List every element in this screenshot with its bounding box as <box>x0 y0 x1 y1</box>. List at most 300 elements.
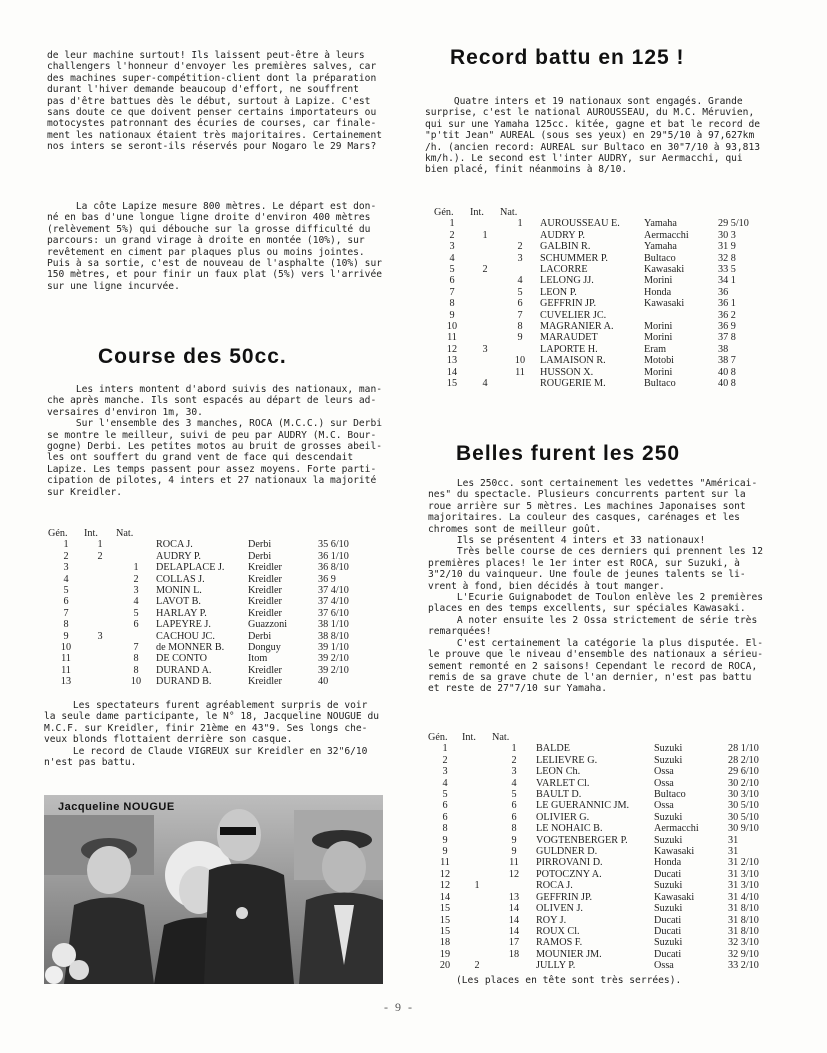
photo-caption: Jacqueline NOUGUE <box>58 801 175 813</box>
table-row <box>48 574 378 585</box>
cell-machine: Suzuki <box>654 743 683 755</box>
cell-int <box>84 574 116 585</box>
cell-time: 32 3/10 <box>728 937 759 949</box>
cell-time: 31 <box>728 846 739 858</box>
cell-rider: BAULT D. <box>536 789 582 801</box>
cell-time: 39 1/10 <box>318 642 349 654</box>
cell-time: 40 8 <box>718 366 736 378</box>
col-int-header: Int. <box>470 207 484 218</box>
cell-nat: 14 <box>508 914 520 926</box>
cell-machine: Bultaco <box>654 789 686 801</box>
cell-int <box>470 218 500 229</box>
cell-nat <box>116 551 156 562</box>
cell-rider: LE NOHAIC B. <box>536 823 603 835</box>
cell-time: 39 2/10 <box>318 664 349 676</box>
crowd-photo-image <box>44 795 383 984</box>
cell-machine: Morini <box>644 332 673 344</box>
cell-nat: 10 <box>514 355 526 367</box>
table-row <box>434 378 778 389</box>
cell-nat <box>500 344 540 355</box>
cell-machine: Kreidler <box>248 664 282 676</box>
cell-int <box>470 355 500 366</box>
cell-machine: Itom <box>248 653 268 665</box>
table-row <box>428 937 788 948</box>
col-nat-header: Nat. <box>500 207 518 218</box>
cell-time: 36 8/10 <box>318 562 349 574</box>
table-row <box>428 960 788 971</box>
cell-int <box>84 619 116 630</box>
table-header-row <box>428 732 788 743</box>
cell-gen: 3 <box>63 562 69 574</box>
table-row <box>428 823 788 834</box>
cell-time: 31 8/10 <box>728 925 759 937</box>
table-row <box>48 562 378 573</box>
cell-nat <box>500 378 540 389</box>
table-row <box>428 812 788 823</box>
cell-gen: 9 <box>442 834 448 846</box>
table-header-row <box>48 528 378 539</box>
cell-nat: 2 <box>133 573 139 585</box>
cell-rider: HARLAY P. <box>156 607 207 619</box>
cell-nat: 3 <box>517 252 523 264</box>
cell-nat: 5 <box>517 286 523 298</box>
cell-time: 33 2/10 <box>728 960 759 972</box>
cell-gen: 4 <box>442 777 448 789</box>
cell-int <box>462 869 492 880</box>
cell-rider: LEON P. <box>540 286 577 298</box>
cell-time: 39 2/10 <box>318 653 349 665</box>
cell-nat: 6 <box>133 619 139 631</box>
cell-rider: MOUNIER JM. <box>536 948 602 960</box>
cell-machine: Aermacchi <box>654 823 699 835</box>
col-gen-header: Gén. <box>428 732 448 743</box>
cell-nat: 1 <box>517 218 523 230</box>
cell-gen: 11 <box>447 332 457 344</box>
table-row <box>428 835 788 846</box>
cell-time: 38 8/10 <box>318 630 349 642</box>
cell-gen: 5 <box>442 789 448 801</box>
page-number: - 9 - <box>384 1000 414 1014</box>
cell-int <box>84 608 116 619</box>
cell-int <box>470 275 500 286</box>
cell-machine: Suzuki <box>654 834 683 846</box>
cell-rider: GEFFRIN JP. <box>540 298 597 310</box>
table-row <box>434 344 778 355</box>
table-row <box>48 539 378 550</box>
cell-gen: 15 <box>439 914 451 926</box>
cell-int: 1 <box>97 539 103 551</box>
cell-gen: 8 <box>449 298 455 310</box>
course-50cc-paragraph: Les inters montent d'abord suivis des nationaux, man- che après manche. Ils sont espacés au départ de leurs ad- versaires d'environ 1m, 30. Sur l'ensemble des 3 manches, ROCA (M.C.C.) sur Derbi se montre le meilleur, suivi de peu par AUDRY (M.C. Bour- gogne) Derbi. Les petites motos au bruit de grosses abeil- les ont souffert du grand vent de face qui descendait Lapize. Les temps passent pour assez moyens. Forte parti- cipation de pilotes, 4 inters et 27 nationaux la majorité sur Kreidler. <box>47 384 383 498</box>
cell-nat: 9 <box>517 332 523 344</box>
cell-nat: 9 <box>511 834 517 846</box>
table-row <box>428 778 788 789</box>
table-row <box>48 619 378 630</box>
cell-int: 4 <box>482 378 488 390</box>
cell-int <box>84 596 116 607</box>
cell-time: 40 8 <box>718 378 736 390</box>
cell-rider: OLIVEN J. <box>536 903 583 915</box>
cell-gen: 19 <box>439 948 451 960</box>
cell-gen: 7 <box>449 286 455 298</box>
cell-int: 3 <box>482 343 488 355</box>
cell-gen: 11 <box>440 857 450 869</box>
cell-machine: Ducati <box>654 914 682 926</box>
cell-machine: Ossa <box>654 766 674 778</box>
results-table-50cc <box>48 528 378 688</box>
cell-nat: 9 <box>511 846 517 858</box>
cell-rider: AUDRY P. <box>540 229 585 241</box>
cell-rider: LAVOT B. <box>156 596 201 608</box>
results-table-250cc <box>428 732 788 972</box>
cell-machine: Suzuki <box>654 811 683 823</box>
cell-time: 31 8/10 <box>728 914 759 926</box>
table-row <box>428 869 788 880</box>
cell-rider: CUVELIER JC. <box>540 309 607 321</box>
cell-rider: AUDRY P. <box>156 550 201 562</box>
cell-rider: de MONNER B. <box>156 642 225 654</box>
table-row <box>434 321 778 332</box>
heading-250cc: Belles furent les 250 <box>456 442 681 465</box>
table-row <box>428 880 788 891</box>
cell-time: 33 5 <box>718 264 736 276</box>
cell-gen: 6 <box>63 596 69 608</box>
cell-rider: ROUGERIE M. <box>540 378 606 390</box>
cell-time: 36 1 <box>718 298 736 310</box>
cell-gen: 6 <box>442 800 448 812</box>
cell-machine: Donguy <box>248 642 281 654</box>
cell-rider: ROCA J. <box>156 539 193 551</box>
table-row <box>434 298 778 309</box>
cell-int <box>462 937 492 948</box>
cell-time: 30 2/10 <box>728 777 759 789</box>
cell-rider: MONIN L. <box>156 585 202 597</box>
cell-int <box>462 800 492 811</box>
cell-gen: 7 <box>63 607 69 619</box>
table-header-row <box>434 207 778 218</box>
cell-nat <box>492 880 536 891</box>
cell-nat: 17 <box>508 937 520 949</box>
cell-time: 36 2 <box>718 309 736 321</box>
cell-int <box>462 743 492 754</box>
cell-int <box>462 823 492 834</box>
cell-int <box>470 287 500 298</box>
cell-nat: 14 <box>508 925 520 937</box>
cell-time: 36 <box>718 286 729 298</box>
cell-nat: 7 <box>517 309 523 321</box>
table-row <box>428 743 788 754</box>
cell-nat: 5 <box>133 607 139 619</box>
cell-machine: Honda <box>654 857 682 869</box>
cell-nat: 2 <box>517 241 523 253</box>
table-row <box>434 367 778 378</box>
photo-jacqueline-nougue <box>44 795 383 984</box>
cell-nat: 8 <box>133 664 139 676</box>
cell-time: 38 1/10 <box>318 619 349 631</box>
cell-machine: Ossa <box>654 800 674 812</box>
cell-rider: PIRROVANI D. <box>536 857 603 869</box>
table-row <box>434 355 778 366</box>
cell-rider: CACHOU JC. <box>156 630 215 642</box>
cell-time: 36 9 <box>718 321 736 333</box>
cell-machine: Derbi <box>248 539 272 551</box>
cell-time: 36 9 <box>318 573 336 585</box>
table-row <box>428 915 788 926</box>
cell-machine: Yamaha <box>644 218 677 230</box>
cell-machine: Kawasaki <box>644 264 685 276</box>
cell-nat: 11 <box>509 857 519 869</box>
cell-nat: 6 <box>517 298 523 310</box>
cell-time: 31 8/10 <box>728 903 759 915</box>
cell-time: 34 1 <box>718 275 736 287</box>
cell-gen: 15 <box>446 378 458 390</box>
cell-gen: 3 <box>449 241 455 253</box>
cell-time: 29 5/10 <box>718 218 749 230</box>
cell-int <box>470 241 500 252</box>
cell-machine: Kreidler <box>248 562 282 574</box>
table-row <box>48 642 378 653</box>
col-nat-header: Nat. <box>116 528 134 539</box>
cell-rider: JULLY P. <box>536 960 576 972</box>
cell-gen: 3 <box>442 766 448 778</box>
cell-time: 31 3/10 <box>728 868 759 880</box>
table-row <box>434 218 778 229</box>
cell-machine: Ducati <box>654 925 682 937</box>
cell-gen: 1 <box>449 218 455 230</box>
cell-gen: 18 <box>439 937 451 949</box>
table-row <box>48 665 378 676</box>
cell-nat: 4 <box>517 275 523 287</box>
cell-nat: 1 <box>133 562 139 574</box>
cell-machine: Ossa <box>654 777 674 789</box>
col-nat-header: Nat. <box>492 732 510 743</box>
cell-time: 40 <box>318 676 329 688</box>
cell-time: 31 9 <box>718 241 736 253</box>
cell-nat: 3 <box>511 766 517 778</box>
cell-int <box>462 835 492 846</box>
cell-gen: 12 <box>439 880 451 892</box>
cell-gen: 8 <box>63 619 69 631</box>
intro-paragraph: de leur machine surtout! Ils laissent peut-être à leurs challengers l'honneur d'envoyer les premières salves, car des machines super-compétition-client dont la préparation durant l'hiver demande beaucoup d'effort, ne souffrent pas d'être battues dès le début, surtout à Lapize. C'est sans doute ce que doivent penser certains importateurs ou motocystes patronnant des écuries de courses, car finale- ment les nationaux étaient très majoritaires. Certainement nos inters se seront-ils réservés pour Nogaro le 29 Mars? <box>47 50 383 153</box>
cell-machine: Motobi <box>644 355 675 367</box>
cell-machine: Suzuki <box>654 880 683 892</box>
cell-time: 37 4/10 <box>318 585 349 597</box>
cell-int <box>462 892 492 903</box>
cell-machine <box>644 310 718 321</box>
cell-int <box>470 253 500 264</box>
cell-rider: LEON Ch. <box>536 766 581 778</box>
cell-int <box>462 766 492 777</box>
cell-gen: 4 <box>63 573 69 585</box>
cell-rider: RAMOS F. <box>536 937 583 949</box>
cell-rider: POTOCZNY A. <box>536 868 602 880</box>
cell-int <box>84 585 116 596</box>
spectateurs-paragraph: Les spectateurs furent agréablement surpris de voir la seule dame participante, le N° 18, Jacqueline NOUGUE du M.C.F. sur Kreidler, finir 21ème en 43"9. Ses longs che- veux blonds flottaient derrière son casque. Le record de Claude VIGREUX sur Kreidler en 32"6/10 n'est pas battu. <box>44 700 380 769</box>
cell-int <box>84 676 116 687</box>
cell-rider: MARAUDET <box>540 332 598 344</box>
cell-int <box>462 789 492 800</box>
cell-int <box>470 367 500 378</box>
cell-gen: 1 <box>442 743 448 755</box>
cell-int: 1 <box>482 229 488 241</box>
cell-rider: COLLAS J. <box>156 573 205 585</box>
heading-125cc: Record battu en 125 ! <box>450 46 685 69</box>
cell-nat <box>116 539 156 550</box>
cell-gen: 12 <box>446 343 458 355</box>
cell-rider: LELONG JJ. <box>540 275 594 287</box>
cell-gen: 8 <box>442 823 448 835</box>
cell-nat: 18 <box>508 948 520 960</box>
cell-machine: Kreidler <box>248 573 282 585</box>
cell-int <box>84 642 116 653</box>
cell-nat <box>492 960 536 971</box>
record-125cc-paragraph: Quatre inters et 19 nationaux sont engagés. Grande surprise, c'est le national AUROUSSEAU, du M.C. Méruvien, qui sur une Yamaha 125cc. kitée, gagne et bat le record de "p'tit Jean" AUREAL (sous ses yeux) en 29"5/10 à 97,627km /h. (ancien record: AUREAL sur Bultaco en 30"7/10 à 93,813 km/h.). Le second est l'inter AUDRY, sur Aermacchi, qui bien placé, finit néanmoins à 8/10. <box>425 96 761 176</box>
cell-int <box>462 846 492 857</box>
table-row <box>48 653 378 664</box>
cell-nat: 10 <box>130 676 142 688</box>
cell-int: 2 <box>97 550 103 562</box>
cell-nat: 12 <box>508 868 520 880</box>
cell-machine: Ducati <box>654 868 682 880</box>
cell-gen: 20 <box>439 960 451 972</box>
cell-gen: 1 <box>63 539 69 551</box>
cell-gen: 15 <box>439 903 451 915</box>
cell-rider: SCHUMMER P. <box>540 252 608 264</box>
cell-rider: LAMAISON R. <box>540 355 606 367</box>
cell-time: 32 9/10 <box>728 948 759 960</box>
cell-machine: Suzuki <box>654 937 683 949</box>
cell-gen: 15 <box>439 925 451 937</box>
cell-rider: DURAND B. <box>156 676 212 688</box>
cell-rider: GEFFRIN JP. <box>536 891 593 903</box>
cell-machine: Ducati <box>654 948 682 960</box>
cell-int: 2 <box>474 960 480 972</box>
cell-time: 30 5/10 <box>728 800 759 812</box>
cell-rider: LAPEYRE J. <box>156 619 211 631</box>
table-row <box>434 241 778 252</box>
cell-machine: Kreidler <box>248 596 282 608</box>
cell-nat: 4 <box>133 596 139 608</box>
cell-machine: Morini <box>644 275 673 287</box>
table-row <box>48 676 378 687</box>
cell-machine: Aermacchi <box>644 229 689 241</box>
cell-int: 2 <box>482 264 488 276</box>
cell-gen: 14 <box>446 366 458 378</box>
cell-nat <box>500 264 540 275</box>
cell-int <box>462 915 492 926</box>
cell-int <box>462 778 492 789</box>
cell-int <box>84 653 116 664</box>
cell-gen: 4 <box>449 252 455 264</box>
cell-time: 32 8 <box>718 252 736 264</box>
cell-rider: ROCA J. <box>536 880 573 892</box>
cell-int <box>462 755 492 766</box>
cell-nat: 4 <box>511 777 517 789</box>
cell-gen: 9 <box>63 630 69 642</box>
cell-nat: 2 <box>511 754 517 766</box>
cell-int <box>462 812 492 823</box>
cell-machine: Morini <box>644 366 673 378</box>
cell-gen: 2 <box>442 754 448 766</box>
cell-rider: DURAND A. <box>156 664 212 676</box>
cell-machine: Kreidler <box>248 676 282 688</box>
table-row <box>48 608 378 619</box>
table-row <box>48 585 378 596</box>
cell-rider: LE GUERANNIC JM. <box>536 800 630 812</box>
cell-rider: LAPORTE H. <box>540 343 598 355</box>
cell-machine: Kreidler <box>248 585 282 597</box>
cell-rider: GULDNER D. <box>536 846 598 858</box>
cell-machine: Suzuki <box>654 903 683 915</box>
cell-time: 37 4/10 <box>318 596 349 608</box>
cell-gen: 2 <box>449 229 455 241</box>
table-row <box>434 253 778 264</box>
cote-lapize-paragraph: La côte Lapize mesure 800 mètres. Le départ est don- né en bas d'une longue ligne droite d'environ 400 mètres (relèvement 5%) qui débouche sur la grosse difficulté du parcours: un grand virage à droite en montée (10%), sur revêtement en ciment par plaques plus ou moins jointes. Puis à sa sortie, c'est de nouveau de l'asphalte (10%) sur 150 mètres, et pour finir un faux plat (5%) vers l'arrivée sur une ligne incurvée. <box>47 201 383 292</box>
cell-time: 37 6/10 <box>318 607 349 619</box>
cell-machine: Bultaco <box>644 252 676 264</box>
cell-rider: MAGRANIER A. <box>540 321 614 333</box>
cell-nat <box>500 230 540 241</box>
table-row <box>428 789 788 800</box>
cell-int <box>462 857 492 868</box>
col-gen-header: Gén. <box>48 528 68 539</box>
cell-time: 38 7 <box>718 355 736 367</box>
cell-time: 31 2/10 <box>728 857 759 869</box>
cell-int <box>462 926 492 937</box>
table-row <box>434 310 778 321</box>
cell-int: 3 <box>97 630 103 642</box>
cell-int <box>470 332 500 343</box>
col-int-header: Int. <box>84 528 98 539</box>
cell-rider: VARLET Cl. <box>536 777 590 789</box>
cell-rider: BALDE <box>536 743 570 755</box>
table-row <box>428 926 788 937</box>
cell-rider: OLIVIER G. <box>536 811 590 823</box>
cell-gen: 6 <box>449 275 455 287</box>
cell-time: 37 8 <box>718 332 736 344</box>
cell-gen: 10 <box>60 642 72 654</box>
cell-time: 30 9/10 <box>728 823 759 835</box>
cell-rider: LACORRE <box>540 264 588 276</box>
table-row <box>434 264 778 275</box>
table-row <box>428 892 788 903</box>
cell-machine: Suzuki <box>654 754 683 766</box>
cell-time: 31 <box>728 834 739 846</box>
cell-rider: ROUX Cl. <box>536 925 580 937</box>
cell-nat: 14 <box>508 903 520 915</box>
cell-time: 31 3/10 <box>728 880 759 892</box>
cell-time: 30 3/10 <box>728 789 759 801</box>
cell-gen: 10 <box>446 321 458 333</box>
table-row <box>434 230 778 241</box>
cell-nat: 8 <box>133 653 139 665</box>
table-row <box>428 903 788 914</box>
cell-gen: 5 <box>63 585 69 597</box>
cell-nat: 6 <box>511 811 517 823</box>
cell-nat: 6 <box>511 800 517 812</box>
cell-nat: 8 <box>511 823 517 835</box>
cell-nat: 8 <box>517 321 523 333</box>
cell-machine: Kawasaki <box>654 846 695 858</box>
cell-gen: 14 <box>439 891 451 903</box>
cell-gen: 2 <box>63 550 69 562</box>
cell-time: 35 6/10 <box>318 539 349 551</box>
table-footnote: (Les places en tête sont très serrées). <box>456 975 682 986</box>
cell-int <box>462 903 492 914</box>
cell-machine: Kawasaki <box>654 891 695 903</box>
cell-gen: 5 <box>449 264 455 276</box>
table-row <box>48 596 378 607</box>
